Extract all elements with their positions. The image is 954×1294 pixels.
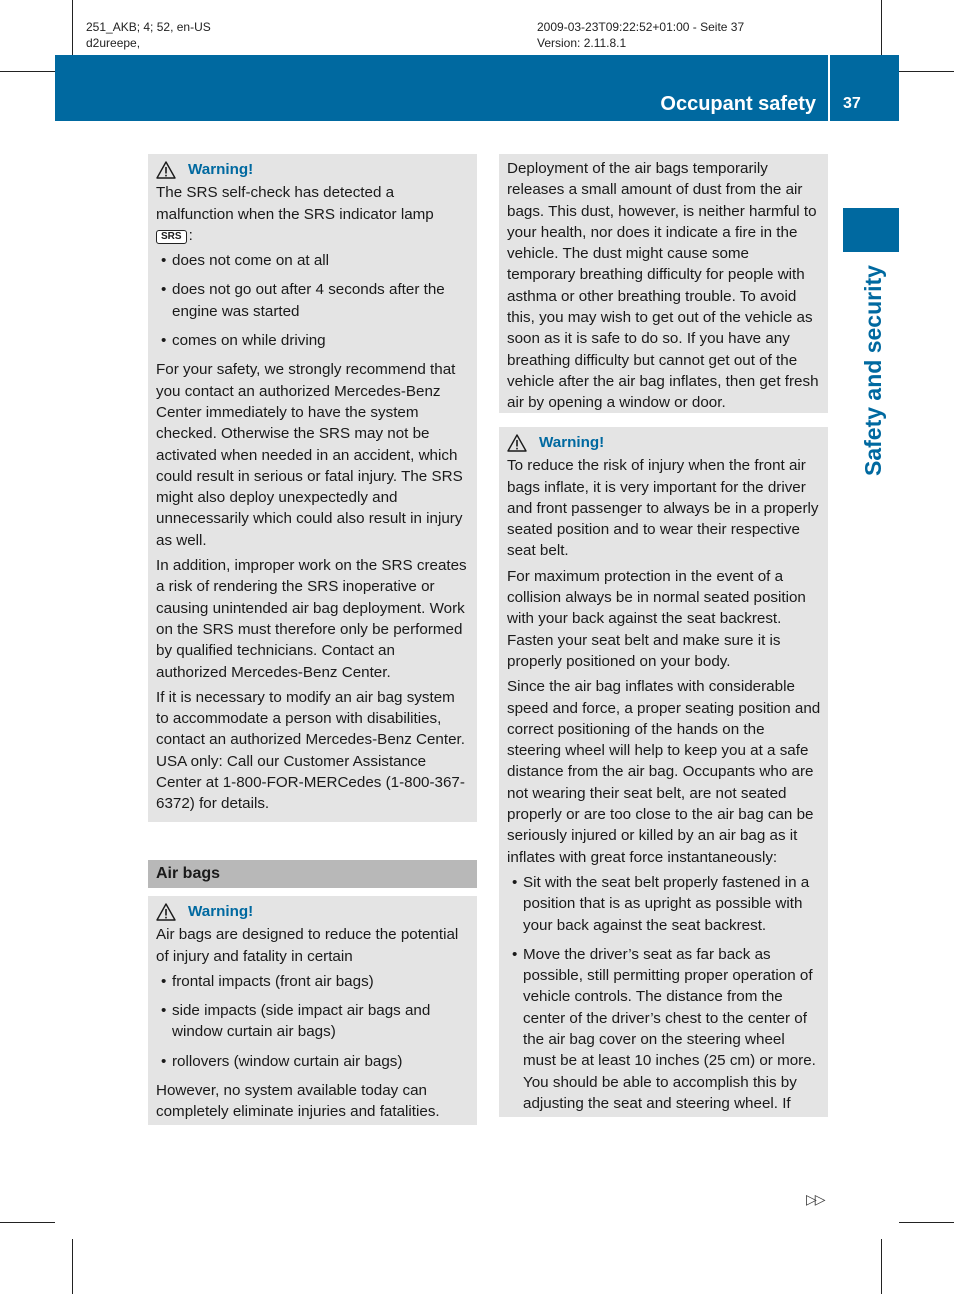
subheading-air-bags: Air bags — [148, 860, 477, 888]
srs-indicator-lamp-icon: SRS — [156, 230, 187, 244]
list-item: • does not come on at all — [156, 250, 470, 271]
paragraph: However, no system available today can completely eliminate injuries and fatalities. — [156, 1082, 440, 1121]
crop-mark — [881, 0, 882, 55]
list-item: • Move the driver’s seat as far back as possible, still permitting proper operation of vehicle controls. The distance from the center of the driver’s chest to the center of the air bag cover on the steering wheel must be at least 10 inches (25 cm) or more. You should be able to accomplish this by adjusting the seat and steering wheel. If — [507, 944, 821, 1114]
header-divider — [828, 55, 830, 121]
list-item: • frontal impacts (front air bags) — [156, 971, 470, 992]
print-meta-left — [86, 19, 211, 51]
warning-triangle-icon — [507, 434, 527, 452]
print-meta-right — [537, 19, 744, 51]
warning-triangle-icon — [156, 903, 176, 921]
warning-title: Warning! — [188, 161, 254, 178]
meta-line: Version: 2.11.8.1 — [537, 36, 627, 50]
crop-mark — [0, 71, 55, 72]
crop-mark — [72, 0, 73, 55]
paragraph: For maximum protection in the event of a collision always be in normal seated position with your back against the seat backrest. Fasten your seat belt and make sure it is properly positioned on your body. — [507, 567, 806, 670]
paragraph: If it is necessary to modify an air bag system to accommodate a person with disabilities, contact an authorized Mercedes-Benz Center. USA only: Call our Customer Assistance Center at 1-800-FOR-MERCedes (1-800-367-6372) for details. — [156, 688, 465, 813]
paragraph: Since the air bag inflates with considerable speed and force, a proper seating position and correct positioning of the hands on the steering wheel will help to keep you at a safe distance from the air bag. Occupants who are not wearing their seat belt, are not seated properly or are too close to the air bag can be seriously injured or killed by an air bag as it inflates with great force instantaneously: — [507, 678, 821, 866]
paragraph: In addition, improper work on the SRS creates a risk of rendering the SRS inoperative or causing unintended air bag deployment. Work on the SRS must therefore only be performed by qualified technicians. Contact an authorized Mercedes-Benz Center. — [156, 557, 467, 681]
note-text: Deployment of the air bags temporarily releases a small amount of dust from the air bags. This dust, however, is neither harmful to your health, nor does it indicate a fire in the vehicle. The dust might cause some temporary breathing difficulty for people with asthma or other breathing trouble. To avoid this, you may wish to get out of the vehicle as soon as it is safe to do so. If you have any breathing difficulty but cannot get out of the vehicle after the air bag inflates, then get fresh air by opening a window or door. — [507, 160, 819, 412]
meta-line: 251_AKB; 4; 52, en-US — [86, 20, 211, 34]
list-item: • Sit with the seat belt properly fastened in a position that is as upright as possible with your back against the seat backrest. — [507, 872, 821, 936]
warning-title: Warning! — [539, 434, 605, 451]
intro-end: : — [188, 226, 193, 244]
warning-heading — [156, 159, 470, 180]
warning-title: Warning! — [188, 903, 254, 920]
list-item: • comes on while driving — [156, 330, 470, 351]
crop-mark — [0, 1222, 55, 1223]
warning-triangle-icon — [156, 161, 176, 179]
intro-text: The SRS self-check has detected a malfunction when the SRS indicator lamp — [156, 184, 434, 223]
warning-box-seating — [499, 427, 828, 1117]
list-item: • side impacts (side impact air bags and window curtain air bags) — [156, 1000, 470, 1043]
meta-line: d2ureepe, — [86, 36, 141, 50]
list-item: • rollovers (window curtain air bags) — [156, 1051, 470, 1072]
warning-heading — [156, 901, 470, 922]
seating-bullet-list — [507, 872, 821, 1114]
paragraph: For your safety, we strongly recommend that you contact an authorized Mercedes-Benz Center immediately to have the system checked. Otherwise the SRS may not be activated when needed in an accident, which could result in serious or fatal injury. The SRS might also deploy unexpectedly and unnecessarily which could also result in injury as well. — [156, 361, 463, 549]
section-title: Occupant safety — [660, 93, 816, 115]
list-item: • does not go out after 4 seconds after the engine was started — [156, 279, 470, 322]
impact-bullet-list — [156, 971, 470, 1072]
chapter-label: Safety and security — [860, 265, 886, 476]
warning-intro — [156, 182, 470, 246]
crop-mark — [899, 71, 954, 72]
srs-bullet-list — [156, 250, 470, 351]
warning-intro: Air bags are designed to reduce the potential of injury and fatality in certain — [156, 926, 459, 965]
warning-box-air-bags — [148, 896, 477, 1125]
crop-mark — [881, 1239, 882, 1294]
paragraph: To reduce the risk of injury when the front air bags inflate, it is very important for the driver and front passenger to always be in a properly seated position and to wear their respective seat belt. — [507, 457, 819, 560]
meta-line: 2009-03-23T09:22:52+01:00 - Seite 37 — [537, 20, 745, 34]
continued-arrow-icon: ▷▷ — [806, 1191, 824, 1207]
crop-mark — [899, 1222, 954, 1223]
warning-box-srs — [148, 154, 477, 822]
note-box-dust — [499, 154, 828, 413]
warning-heading — [507, 432, 821, 453]
crop-mark — [72, 1239, 73, 1294]
page-number: 37 — [843, 95, 861, 112]
